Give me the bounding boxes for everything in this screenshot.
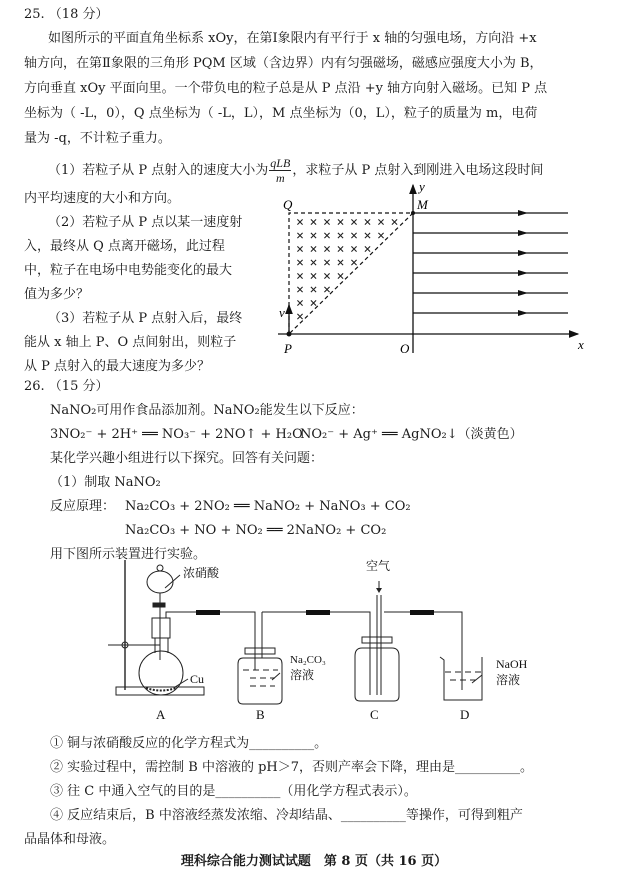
field-cross-mark <box>297 314 302 319</box>
label-y: y <box>419 179 425 194</box>
q25-stem-line: 坐标为（ -L，0），Q 点坐标为（ -L，L），M 点坐标为（0，L），粒子的质量为 m，电荷 <box>24 106 538 121</box>
stopper-b <box>245 648 275 654</box>
q25-stem-line: 如图所示的平面直角坐标系 xOy，在第Ⅰ象限内有平行于 x 轴的匀强电场，方向沿 +x <box>48 31 537 46</box>
field-direction-arrow <box>518 270 528 276</box>
label-a: A <box>156 707 166 722</box>
fraction-denominator: m <box>275 171 285 185</box>
label-cu: Cu <box>190 672 205 686</box>
field-direction-arrow <box>518 250 528 256</box>
q25-part2-line: 中，粒子在电场中电势能变化的最大 <box>24 263 233 278</box>
q26-intro: NaNO₂可用作食品添加剂。NaNO₂能发生以下反应： <box>50 403 364 418</box>
equation-2: NO₂⁻ + Ag⁺ ══ AgNO₂↓（淡黄色） <box>300 427 523 442</box>
field-cross-mark <box>365 219 370 224</box>
q26-item: 品晶体和母液。 <box>24 832 116 847</box>
field-direction-arrow <box>518 290 528 296</box>
field-cross-mark <box>324 287 329 292</box>
q26-intro: 某化学兴趣小组进行以下探究。回答有关问题： <box>50 451 324 466</box>
field-cross-mark <box>324 219 329 224</box>
field-cross-mark <box>392 219 397 224</box>
field-cross-mark <box>324 246 329 251</box>
q25-stem-line: 方向垂直 xOy 平面向里。一个带负电的粒子总是从 P 点沿 +y 轴方向射入磁场。已知 P 点 <box>24 81 548 96</box>
q26-item: ④ 反应结束后，B 中溶液经蒸发浓缩、冷却结晶、__________等操作，可得到粗产 <box>50 808 523 823</box>
funnel-stopper <box>157 565 163 571</box>
q25-part1-cont: 内平均速度的大小和方向。 <box>24 191 181 206</box>
beaker-d <box>440 657 482 700</box>
q25-header: 25. （18 分） <box>24 7 109 22</box>
field-cross-mark <box>324 233 329 238</box>
principle-label: 反应原理： <box>50 499 116 514</box>
point-m <box>411 211 415 215</box>
field-cross-mark <box>351 246 356 251</box>
q25-part2-line: （2）若粒子从 P 点以某一速度射 <box>48 215 243 230</box>
field-cross-mark <box>324 260 329 265</box>
field-direction-arrow <box>518 310 528 316</box>
rubber-connector <box>306 610 330 615</box>
q26-item: ① 铜与浓硝酸反应的化学方程式为__________。 <box>50 736 328 751</box>
label-q: Q <box>283 197 293 212</box>
field-cross-mark <box>338 219 343 224</box>
field-cross-mark <box>311 300 316 305</box>
q25-part1-text: （1）若粒子从 P 点射入的速度大小为 <box>48 163 269 178</box>
label-naoh: NaOH <box>496 657 528 671</box>
label-d: D <box>460 707 470 722</box>
field-cross-mark <box>311 273 316 278</box>
q26-intro: 用下图所示装置进行实验。 <box>50 547 207 562</box>
flask-stopper <box>152 618 170 638</box>
label-naoh-solution: 溶液 <box>496 673 521 687</box>
field-direction-arrow <box>518 210 528 216</box>
field-cross-mark <box>338 273 343 278</box>
tube-c-d <box>384 612 462 690</box>
field-cross-mark <box>351 219 356 224</box>
field-cross-mark <box>311 287 316 292</box>
label-m: M <box>417 197 428 212</box>
rubber-connector <box>196 610 220 615</box>
q25-part1-text: ，求粒子从 P 点射入到刚进入电场这段时间 <box>292 163 544 178</box>
label-o: O <box>400 341 410 355</box>
field-cross-mark <box>297 300 302 305</box>
field-diagram <box>270 175 628 355</box>
rubber-connector <box>410 610 434 615</box>
flask-a <box>139 651 183 695</box>
field-cross-mark <box>338 260 343 265</box>
bottle-b <box>238 658 282 704</box>
field-cross-mark <box>311 219 316 224</box>
q26-item: ③ 往 C 中通入空气的目的是__________（用化学方程式表示）。 <box>50 784 417 799</box>
field-direction-arrow <box>518 230 528 236</box>
field-cross-mark <box>365 246 370 251</box>
field-cross-mark <box>351 260 356 265</box>
fraction-numerator: qLB <box>270 156 291 170</box>
label-na2co3-solution: 溶液 <box>290 668 315 682</box>
label-x: x <box>578 337 584 352</box>
q25-part2-line: 值为多少？ <box>24 287 90 302</box>
equation-1: 3NO₂⁻ + 2H⁺ ══ NO₃⁻ + 2NO↑ + H₂O <box>50 427 303 442</box>
separatory-funnel <box>147 571 173 593</box>
equation-4: Na₂CO₃ + NO + NO₂ ══ 2NaNO₂ + CO₂ <box>125 523 387 538</box>
field-cross-mark <box>378 233 383 238</box>
q26-header: 26. （15 分） <box>24 379 109 394</box>
q25-stem-line: 轴方向，在第Ⅱ象限的三角形 PQM 区域（含边界）内有匀强磁场，磁感应强度大小为 B， <box>24 56 543 71</box>
label-v: v <box>279 305 285 320</box>
label-conc-nitric-acid: 浓硝酸 <box>183 566 220 580</box>
field-cross-mark <box>297 273 302 278</box>
label-air: 空气 <box>366 559 391 573</box>
electric-field-lines <box>413 210 568 316</box>
magnetic-region-boundary <box>289 213 413 334</box>
field-cross-mark <box>297 219 302 224</box>
q25-part3-line: 从 P 点射入的最大速度为多少？ <box>24 359 211 374</box>
equation-3: Na₂CO₃ + 2NO₂ ══ NaNO₂ + NaNO₃ + CO₂ <box>125 499 411 514</box>
field-cross-mark <box>311 233 316 238</box>
field-cross-mark <box>365 233 370 238</box>
field-cross-mark <box>311 260 316 265</box>
label-b: B <box>256 707 265 722</box>
q26-item: ② 实验过程中，需控制 B 中溶液的 pH＞7，否则产率会下降，理由是__________。 <box>50 760 534 775</box>
q25-stem-line: 量为 -q，不计粒子重力。 <box>24 131 171 146</box>
field-cross-mark <box>311 246 316 251</box>
field-cross-mark <box>378 219 383 224</box>
label-na2co3: Na₂CO₃ <box>290 654 326 666</box>
field-cross-mark <box>338 233 343 238</box>
q26-sub1: （1）制取 NaNO₂ <box>50 475 161 490</box>
field-cross-mark <box>297 287 302 292</box>
page-footer: 理科综合能力测试试题 第 8 页（共 16 页） <box>180 854 448 869</box>
magnetic-field-crosses <box>297 219 397 319</box>
point-p <box>287 332 292 337</box>
field-cross-mark <box>351 233 356 238</box>
field-cross-mark <box>297 233 302 238</box>
field-cross-mark <box>297 260 302 265</box>
field-cross-mark <box>324 273 329 278</box>
field-cross-mark <box>297 246 302 251</box>
label-c: C <box>370 707 379 722</box>
q25-part3-line: 能从 x 轴上 P、O 点间射出，则粒子 <box>24 335 237 350</box>
apparatus-diagram <box>100 555 530 727</box>
q25-part2-line: 入，最终从 Q 点离开磁场，此过程 <box>24 239 225 254</box>
label-p: P <box>284 341 292 355</box>
q25-part3-line: （3）若粒子从 P 点射入后，最终 <box>48 311 243 326</box>
field-cross-mark <box>338 246 343 251</box>
